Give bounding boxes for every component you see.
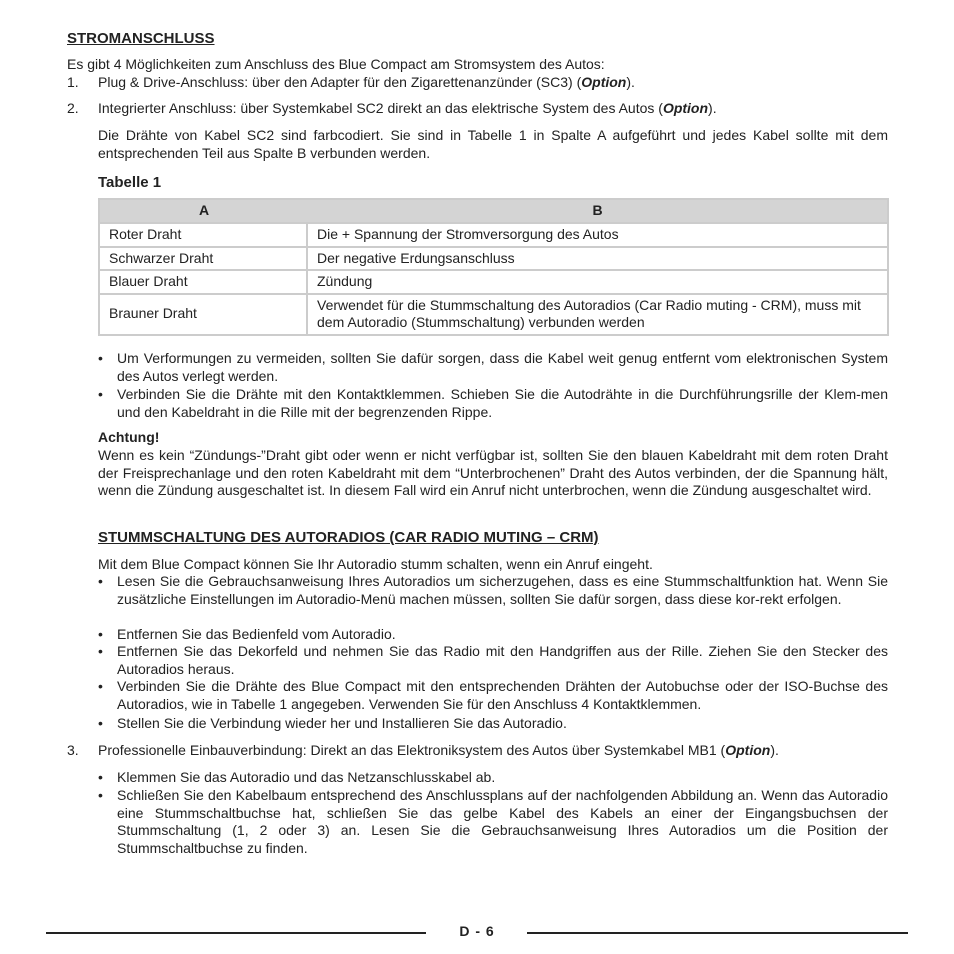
table-header-row — [100, 200, 887, 222]
table-cell: Zündung — [308, 269, 887, 293]
footer-rule-left — [46, 932, 426, 934]
bullet-item: • Stellen Sie die Verbindung wieder her und Installieren Sie das Autoradio. — [98, 715, 888, 733]
table-cell: Schwarzer Draht — [100, 246, 308, 270]
warning-title: Achtung! — [98, 429, 160, 445]
table-cell: Die + Spannung der Stromversorgung des Autos — [308, 222, 887, 246]
table-cell: Roter Draht — [100, 222, 308, 246]
bullet-item: • Entfernen Sie das Dekorfeld und nehmen Sie das Radio mit den Handgriffen aus der Rille. Ziehen Sie den Stecker des Autoradios heraus. — [98, 643, 888, 678]
bullet-item: • Lesen Sie die Gebrauchsanweisung Ihres Autoradios um sicherzugehen, dass es eine Stummschaltfunktion hat. Wenn Sie zusätzliche Einstellungen im Autoradio-Menü machen müssen, sollten Sie dafür sorgen, dass diese kor-rekt erfolgen. — [98, 573, 888, 608]
bullet-item: • Klemmen Sie das Autoradio und das Netzanschlusskabel ab. — [98, 769, 888, 787]
intro-text: Es gibt 4 Möglichkeiten zum Anschluss des Blue Compact am Stromsystem des Autos: — [67, 56, 605, 72]
warning-text: Wenn es kein “Zündungs-”Draht gibt oder wenn er nicht verfügbar ist, sollten Sie den blauen Kabeldraht mit dem roten Draht der Freisprechanlage und den roten Kabeldraht mit dem “Unterbrochenen” Draht des Autos verbinden, der die Spannung hält, wenn die Zündung ausgeschaltet ist. In diesem Fall wird ein Anruf nicht unterbrochen, wenn die Zündung ausgeschaltet wird. — [98, 447, 888, 498]
section-heading-stromanschluss: STROMANSCHLUSS — [67, 30, 215, 47]
list-text: Integrierter Anschluss: über Systemkabel SC2 direkt an das elektrische System des Autos (Option). — [98, 100, 717, 116]
table-row — [100, 293, 887, 334]
table-header-a: A — [100, 200, 308, 222]
table-row — [100, 222, 887, 246]
list-text: Plug & Drive-Anschluss: über den Adapter für den Zigarettenanzünder (SC3) (Option). — [98, 74, 635, 90]
table-cell: Der negative Erdungsanschluss — [308, 246, 887, 270]
bullet-item: • Verbinden Sie die Drähte mit den Kontaktklemmen. Schieben Sie die Autodrähte in die Durchführungsrille der Klem-men und den Kabeldraht in die Rille mit der begrenzenden Rippe. — [98, 386, 888, 421]
table-caption: Tabelle 1 — [98, 174, 162, 191]
bullet-item: • Um Verformungen zu vermeiden, sollten Sie dafür sorgen, dass die Kabel weit genug entfernt vom elektronischen System des Autos verlegt werden. — [98, 350, 888, 385]
list-number: 3. — [67, 742, 79, 758]
bullet-item: • Entfernen Sie das Bedienfeld vom Autoradio. — [98, 626, 888, 644]
table-row — [100, 246, 887, 270]
bullet-item: • Schließen Sie den Kabelbaum entsprechend des Anschlussplans auf der nachfolgenden Abbildung an. Wenn das Autoradio eine Stummschaltbuchse hat, schließen Sie das gelbe Kabel des Kabels an einer der Eingangsbuchsen der Stummschaltung (1, 2 oder 3) an. Lesen Sie die Gebrauchsanweisung Ihres Autoradios um die Position der Stummschaltbuchse zu finden. — [98, 787, 888, 857]
table-row — [100, 269, 887, 293]
table-cell: Brauner Draht — [100, 293, 308, 334]
table-cell: Verwendet für die Stummschaltung des Autoradios (Car Radio muting - CRM), muss mit dem Autoradio (Stummschaltung) verbunden werden — [308, 293, 887, 334]
wire-table — [98, 198, 889, 336]
list-number: 1. — [67, 74, 79, 90]
table-cell: Blauer Draht — [100, 269, 308, 293]
list-text: Professionelle Einbauverbindung: Direkt an das Elektroniksystem des Autos über Systemkabel MB1 (Option). — [98, 742, 779, 758]
bullet-item: • Verbinden Sie die Drähte des Blue Compact mit den entsprechenden Drähten der Autobuchse oder der ISO-Buchse des Autoradios, wie in Tabelle 1 angegeben. Verwenden Sie für den Anschluss 4 Kontaktklemmen. — [98, 678, 888, 713]
list-number: 2. — [67, 100, 79, 116]
table-header-b: B — [308, 200, 887, 222]
footer-rule-right — [527, 932, 908, 934]
section-heading-stummschaltung: STUMMSCHALTUNG DES AUTORADIOS (CAR RADIO MUTING – CRM) — [98, 529, 599, 546]
page-number: D - 6 — [459, 923, 495, 939]
crm-intro-text: Mit dem Blue Compact können Sie Ihr Autoradio stumm schalten, wenn ein Anruf eingeht. — [98, 556, 653, 572]
color-code-paragraph: Die Drähte von Kabel SC2 sind farbcodiert. Sie sind in Tabelle 1 in Spalte A aufgeführt und jedes Kabel sollte mit dem entsprechenden Teil aus Spalte B verbunden werden. — [98, 127, 888, 161]
